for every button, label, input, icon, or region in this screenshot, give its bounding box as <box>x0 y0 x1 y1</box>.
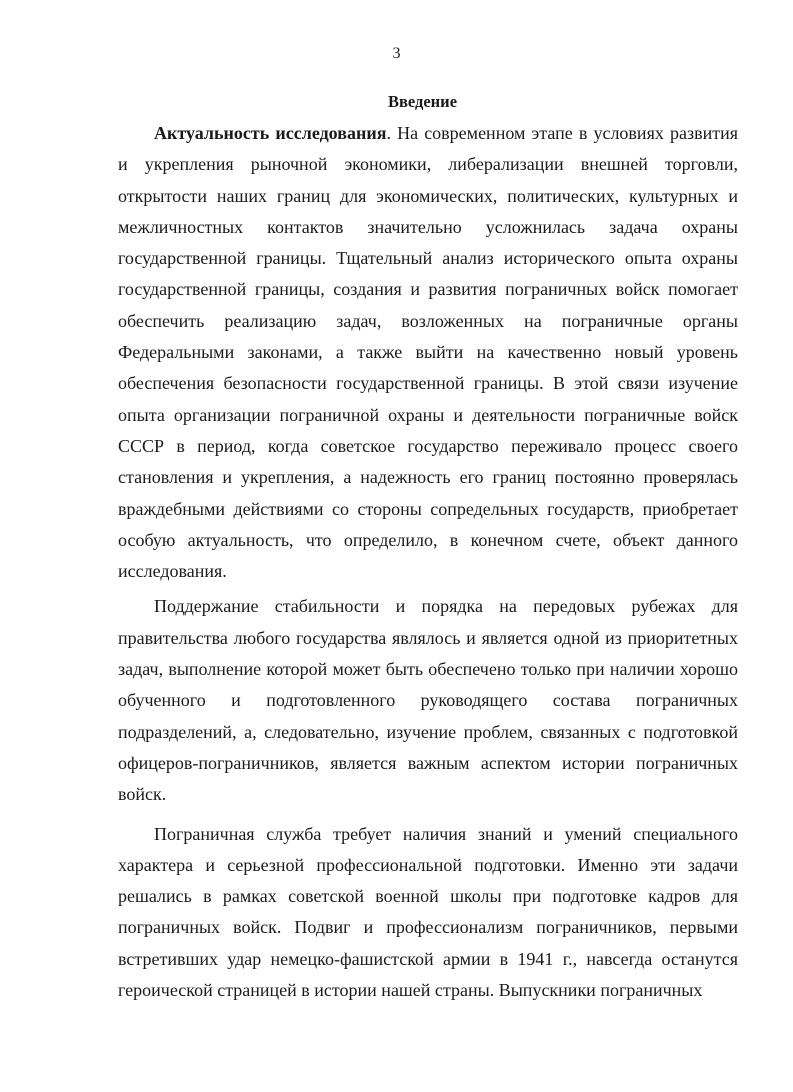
paragraph-stability: Поддержание стабильности и порядка на передовых рубежах для правительства любого государства являлось и является одной из приоритетных задач, выполнение которой может быть обеспечено только при наличии хорошо обученного и подготовленного руководящего состава пограничных подразделений, а, следовательно, изучение проблем, связанных с подготовкой офицеров-пограничников, является важным аспектом истории пограничных войск. <box>118 596 738 805</box>
document-body <box>118 118 738 1006</box>
paragraph-border-service: Пограничная служба требует наличия знаний и умений специального характера и серьезной профессиональной подготовки. Именно эти задачи решались в рамках советской военной школы при подготовке кадров для пограничных войск. Подвиг и профессионализм пограничников, первыми встретивших удар немецко-фашистской армии в 1941 г., навсегда останутся героической страницей в истории нашей страны. Выпускники пограничных <box>118 823 738 1001</box>
paragraph-text: . На современном этапе в условиях развития и укрепления рыночной экономики, либерализации внешней торговли, открытости наших границ для экономических, политических, культурных и межличностных контактов значительно усложнилась задача охраны государственной границы. Тщательный анализ исторического опыта охраны государственной границы, создания и развития пограничных войск помогает обеспечить реализацию задач, возложенных на пограничные органы Федеральными законами, а также выйти на качественно новый уровень обеспечения безопасности государственной границы. В этой связи изучение опыта организации пограничной охраны и деятельности пограничные войск СССР в период, когда советское государство переживало процесс своего становления и укрепления, а надежность его границ постоянно проверялась враждебными действиями со стороны сопредельных государств, приобретает особую актуальность, что определило, в конечном счете, объект данного исследования. <box>118 123 738 582</box>
page-number: 3 <box>392 45 401 62</box>
paragraph-relevance <box>118 118 738 587</box>
paragraph-lead-term: Актуальность исследования <box>154 123 387 143</box>
section-heading: Введение <box>387 92 458 111</box>
